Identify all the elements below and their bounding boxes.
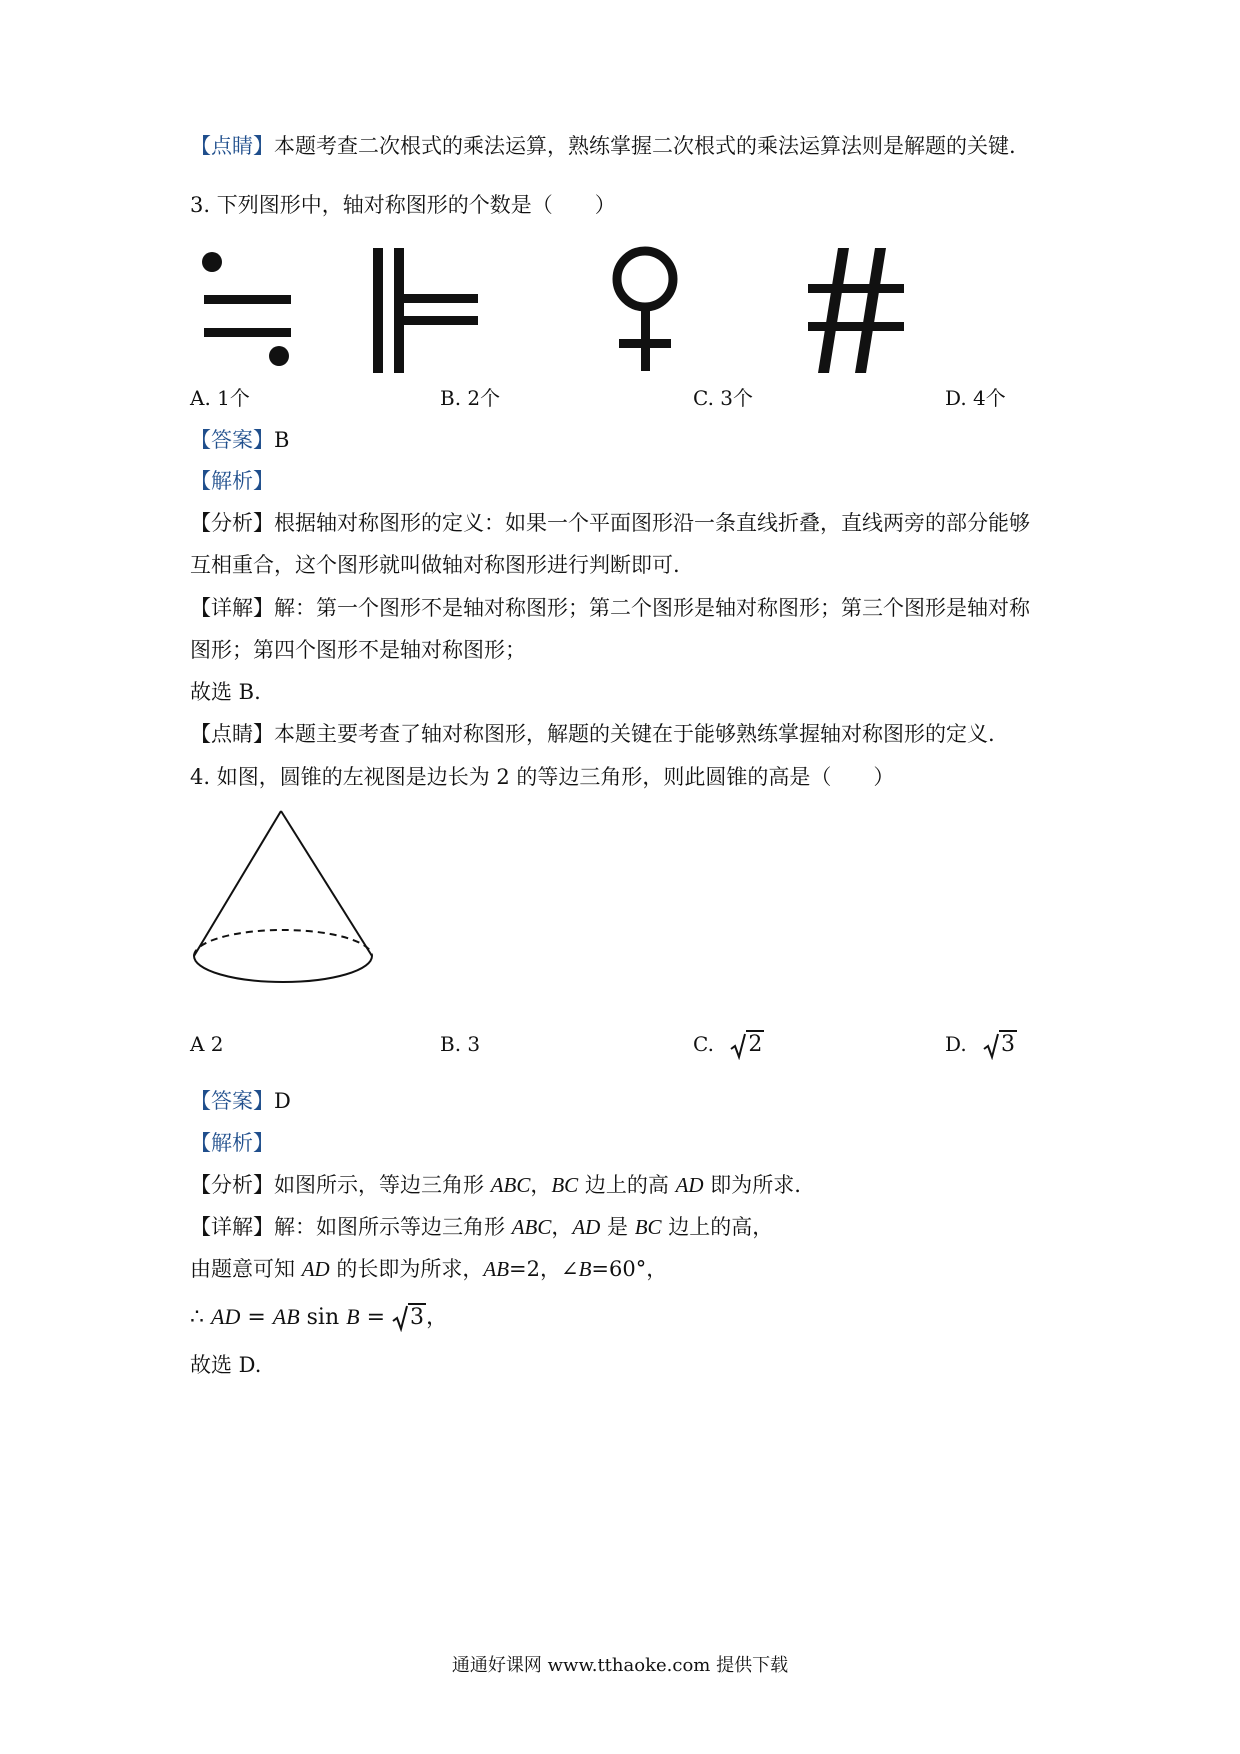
dianjing-tag: 【点睛】 bbox=[190, 134, 274, 158]
text: =2，∠ bbox=[509, 1257, 579, 1281]
xiangjie-tag: 【详解】 bbox=[190, 596, 274, 620]
math-var: AD bbox=[211, 1304, 241, 1329]
text: ， bbox=[530, 1173, 552, 1197]
question-3-stem: 3. 下列图形中，轴对称图形的个数是（ ） bbox=[190, 193, 616, 217]
dianjing-text: 本题考查二次根式的乘法运算，熟练掌握二次根式的乘法运算法则是解题的关键. bbox=[274, 134, 1016, 158]
math-var: AD bbox=[675, 1173, 704, 1197]
option-c-label: C. bbox=[693, 1032, 714, 1056]
double-bracket-icon bbox=[370, 248, 480, 374]
q3-conclusion: 故选 B. bbox=[190, 680, 261, 704]
math-var: ABC bbox=[490, 1173, 531, 1197]
fenxi-tag: 【分析】 bbox=[190, 511, 274, 535]
radicand: 3 bbox=[410, 1305, 424, 1330]
text: =60°， bbox=[591, 1257, 668, 1281]
top-dianjing bbox=[190, 131, 1016, 161]
answer-value: B bbox=[274, 428, 290, 452]
hash-sign-icon bbox=[806, 248, 906, 374]
q3-analysis-tag: 【解析】 bbox=[190, 469, 274, 493]
sin-func: sin bbox=[299, 1305, 347, 1330]
q3-option-a: A. 1个 bbox=[190, 386, 250, 410]
math-var: B bbox=[346, 1304, 360, 1329]
math-var: B bbox=[578, 1257, 592, 1281]
q4-option-b: B. 3 bbox=[440, 1032, 481, 1056]
q3-xiangjie-line-2: 图形；第四个图形不是轴对称图形； bbox=[190, 638, 526, 662]
math-var: AB bbox=[272, 1304, 300, 1329]
radicand: 2 bbox=[748, 1032, 763, 1057]
radical-sign-icon bbox=[730, 1032, 746, 1060]
text: 是 bbox=[600, 1215, 635, 1239]
answer-value: D bbox=[274, 1089, 291, 1113]
q3-fenxi-line-1 bbox=[190, 508, 1030, 538]
q4-fenxi bbox=[190, 1170, 801, 1200]
q4-option-c bbox=[693, 1029, 764, 1060]
text: ， bbox=[426, 1305, 449, 1330]
q4-given bbox=[190, 1254, 667, 1284]
fenxi-tag: 【分析】 bbox=[190, 1173, 274, 1197]
q4-option-d bbox=[945, 1029, 1017, 1060]
equals: = bbox=[240, 1305, 273, 1330]
math-var: AB bbox=[483, 1257, 510, 1281]
text: 由题意可知 bbox=[190, 1257, 302, 1281]
text: 即为所求. bbox=[703, 1173, 801, 1197]
q3-answer bbox=[190, 425, 289, 455]
equals: = bbox=[359, 1305, 392, 1330]
q3-xiangjie-line-1 bbox=[190, 593, 1030, 623]
answer-tag: 【答案】 bbox=[190, 428, 274, 452]
venus-symbol-icon bbox=[610, 244, 680, 374]
sqrt-2 bbox=[730, 1029, 764, 1060]
math-var: BC bbox=[634, 1215, 662, 1239]
dianjing-text: 本题主要考查了轴对称图形，解题的关键在于能够熟练掌握轴对称图形的定义. bbox=[274, 722, 995, 746]
q4-conclusion: 故选 D. bbox=[190, 1353, 262, 1377]
q4-formula bbox=[190, 1302, 448, 1333]
sqrt-3 bbox=[392, 1303, 426, 1333]
answer-tag: 【答案】 bbox=[190, 1089, 274, 1113]
option-d-label: D. bbox=[945, 1032, 967, 1056]
text: 的长即为所求， bbox=[329, 1257, 484, 1281]
math-var: BC bbox=[551, 1173, 579, 1197]
q3-option-d: D. 4个 bbox=[945, 386, 1006, 410]
sqrt-3 bbox=[983, 1029, 1017, 1060]
text: ， bbox=[551, 1215, 573, 1239]
dotted-division-icon bbox=[200, 248, 295, 373]
question-4-stem: 4. 如图，圆锥的左视图是边长为 2 的等边三角形，则此圆锥的高是（ ） bbox=[190, 765, 895, 789]
q4-xiangjie bbox=[190, 1212, 773, 1242]
xiangjie-tag: 【详解】 bbox=[190, 1215, 274, 1239]
therefore-symbol: ∴ bbox=[190, 1305, 204, 1330]
fenxi-text-1: 根据轴对称图形的定义：如果一个平面图形沿一条直线折叠，直线两旁的部分能够 bbox=[274, 511, 1030, 535]
q4-answer bbox=[190, 1086, 291, 1116]
radical-sign-icon bbox=[983, 1032, 999, 1060]
q4-analysis-tag: 【解析】 bbox=[190, 1131, 274, 1155]
q3-option-b: B. 2个 bbox=[440, 386, 501, 410]
page-footer: 通通好课网 www.tthaoke.com 提供下载 bbox=[451, 1655, 789, 1676]
text: 边上的高， bbox=[661, 1215, 774, 1239]
text: 解：如图所示等边三角形 bbox=[274, 1215, 512, 1239]
math-var: ABC bbox=[511, 1215, 552, 1239]
q3-fenxi-line-2: 互相重合，这个图形就叫做轴对称图形进行判断即可. bbox=[190, 553, 680, 577]
math-var: AD bbox=[572, 1215, 601, 1239]
dianjing-tag: 【点睛】 bbox=[190, 722, 274, 746]
text: 边上的高 bbox=[578, 1173, 676, 1197]
q3-dianjing bbox=[190, 719, 995, 749]
radicand: 3 bbox=[1001, 1032, 1016, 1057]
xiangjie-text-1: 解：第一个图形不是轴对称图形；第二个图形是轴对称图形；第三个图形是轴对称 bbox=[274, 596, 1030, 620]
math-var: AD bbox=[301, 1257, 330, 1281]
radical-sign-icon bbox=[392, 1304, 408, 1332]
q3-option-c: C. 3个 bbox=[693, 386, 754, 410]
text: 如图所示，等边三角形 bbox=[274, 1173, 491, 1197]
q4-option-a: A 2 bbox=[190, 1032, 224, 1056]
cone-icon bbox=[188, 808, 378, 1008]
